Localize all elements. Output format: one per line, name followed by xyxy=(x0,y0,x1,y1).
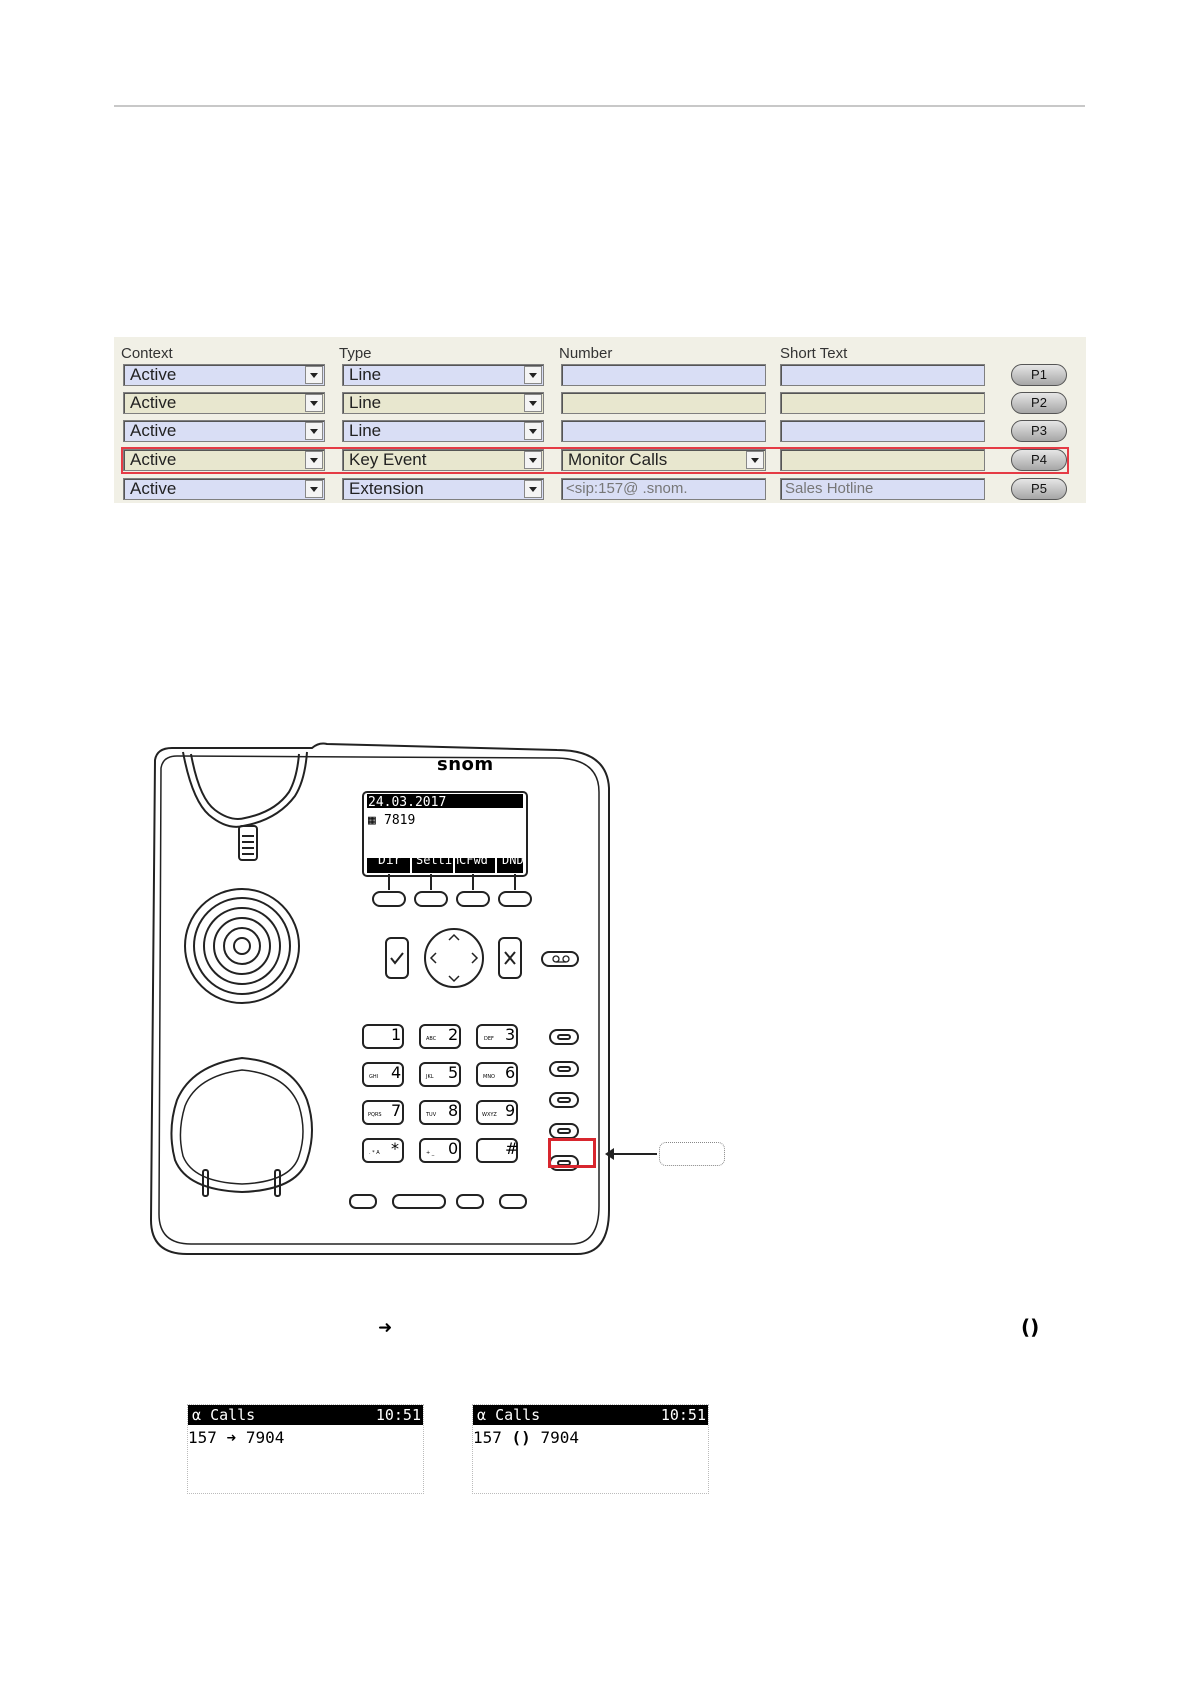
parked-call-icon: () xyxy=(1021,1315,1040,1339)
page-header-rule xyxy=(114,105,1085,107)
callout-label-box xyxy=(659,1142,725,1166)
type-select[interactable]: Line xyxy=(342,392,544,414)
column-header-short-text: Short Text xyxy=(780,345,848,362)
column-header-type: Type xyxy=(339,345,372,362)
screen-title: Calls xyxy=(495,1406,541,1424)
key-star-letters: . * A xyxy=(369,1150,380,1156)
call-to: 7904 xyxy=(540,1428,579,1447)
phone-line-icon: ▦ xyxy=(368,813,376,828)
key-7-letters: PQRS xyxy=(368,1112,382,1118)
chevron-down-icon xyxy=(305,394,323,412)
function-key-button[interactable]: P3 xyxy=(1011,420,1067,442)
call-parked-icon: () xyxy=(511,1428,531,1447)
context-select[interactable]: Active xyxy=(123,449,325,471)
navigation-ring xyxy=(425,929,483,987)
call-from: 157 xyxy=(473,1428,502,1447)
chevron-down-icon xyxy=(305,366,323,384)
arrow-right-icon: ➜ xyxy=(378,1318,393,1338)
key-2[interactable]: 2 xyxy=(448,1025,459,1044)
volume-key xyxy=(393,1195,445,1208)
key-hash[interactable]: # xyxy=(505,1139,519,1158)
call-arrow-icon: ➜ xyxy=(226,1428,237,1447)
ok-key xyxy=(386,938,408,978)
key-8-letters: TUV xyxy=(426,1112,437,1118)
screen-calls-active xyxy=(187,1404,424,1494)
softkey-dir: Dir xyxy=(378,853,402,868)
table-row xyxy=(114,364,1086,390)
context-select[interactable]: Active xyxy=(123,364,325,386)
key-7[interactable]: 7 xyxy=(391,1101,402,1120)
short-text-input[interactable] xyxy=(780,420,985,442)
softkey-cfwd: CFwd xyxy=(459,853,488,867)
context-select[interactable]: Active xyxy=(123,420,325,442)
key-3-letters: DEF xyxy=(484,1036,494,1042)
key-2-letters: ABC xyxy=(426,1036,437,1042)
key-6-letters: MNO xyxy=(483,1074,495,1080)
key-4[interactable]: 4 xyxy=(391,1063,402,1082)
speaker-key xyxy=(457,1195,483,1208)
call-to: 7904 xyxy=(245,1428,285,1447)
call-entry xyxy=(473,1428,579,1447)
key-0-letters: + _ xyxy=(426,1150,435,1156)
display-time: 8:57 xyxy=(537,795,569,810)
call-entry xyxy=(188,1428,284,1447)
key-6[interactable]: 6 xyxy=(505,1063,516,1082)
short-text-input[interactable] xyxy=(780,364,985,386)
display-line-number: 7819 xyxy=(384,813,416,828)
function-key-button[interactable]: P4 xyxy=(1011,449,1067,471)
type-select[interactable]: Line xyxy=(342,420,544,442)
key-9[interactable]: 9 xyxy=(505,1101,516,1120)
key-3[interactable]: 3 xyxy=(505,1025,516,1044)
short-text-input[interactable] xyxy=(780,392,985,414)
screen-time: 10:51 xyxy=(375,1406,421,1424)
phone-brand-logo: snom xyxy=(437,754,494,775)
chevron-down-icon xyxy=(524,422,542,440)
speaker-grille xyxy=(185,889,299,1003)
chevron-down-icon xyxy=(524,366,542,384)
type-select[interactable]: Key Event xyxy=(342,449,544,471)
column-header-context: Context xyxy=(121,345,173,362)
highlighted-function-key xyxy=(548,1138,596,1168)
table-crop-edge xyxy=(114,503,1086,509)
chevron-down-icon xyxy=(524,394,542,412)
table-row xyxy=(114,478,1086,504)
chevron-down-icon xyxy=(305,480,323,498)
key-0[interactable]: 0 xyxy=(448,1139,459,1158)
number-input[interactable] xyxy=(561,364,766,386)
function-key-button[interactable]: P5 xyxy=(1011,478,1067,500)
headset-key xyxy=(500,1195,526,1208)
table-row xyxy=(114,392,1086,418)
key-star[interactable]: * xyxy=(391,1139,399,1158)
key-1[interactable]: 1 xyxy=(391,1025,402,1044)
key-8[interactable]: 8 xyxy=(448,1101,459,1120)
desk-phone-illustration xyxy=(147,740,617,1260)
callout-arrow xyxy=(613,1153,657,1155)
screen-title: Calls xyxy=(210,1406,256,1424)
screen-time: 10:51 xyxy=(660,1406,706,1424)
number-input[interactable]: <sip:157@ .snom. xyxy=(561,478,766,500)
context-select[interactable]: Active xyxy=(123,478,325,500)
screen-title-bar xyxy=(188,1405,423,1425)
screen-calls-parked xyxy=(472,1404,709,1494)
table-row xyxy=(114,420,1086,446)
key-4-letters: GHI xyxy=(369,1074,379,1080)
handset-bottom xyxy=(171,1058,312,1192)
function-key-button[interactable]: P2 xyxy=(1011,392,1067,414)
voicemail-key xyxy=(542,952,578,966)
type-select[interactable]: Extension xyxy=(342,478,544,500)
chevron-down-icon xyxy=(305,422,323,440)
highlighted-row-frame xyxy=(121,447,1069,474)
key-9-letters: WXYZ xyxy=(482,1112,497,1118)
key-5-letters: JKL xyxy=(426,1074,434,1080)
number-input[interactable] xyxy=(561,392,766,414)
softkey-dnd: DND xyxy=(502,853,524,867)
column-header-number: Number xyxy=(559,345,613,362)
short-text-input[interactable]: Sales Hotline xyxy=(780,478,985,500)
display-date: 24.03.2017 xyxy=(368,795,447,810)
keypad xyxy=(363,1025,517,1162)
function-keys-table xyxy=(114,337,1086,507)
chevron-down-icon xyxy=(524,480,542,498)
headset-icon: ⍺ xyxy=(477,1406,487,1424)
type-select[interactable]: Line xyxy=(342,364,544,386)
call-from: 157 xyxy=(188,1428,217,1447)
context-select[interactable]: Active xyxy=(123,392,325,414)
headset-icon: ⍺ xyxy=(192,1406,202,1424)
mute-key xyxy=(350,1195,376,1208)
number-select[interactable]: Monitor Calls xyxy=(561,449,766,471)
number-input[interactable] xyxy=(561,420,766,442)
key-5[interactable]: 5 xyxy=(448,1063,459,1082)
softkey-settings: Settin xyxy=(416,853,460,867)
function-key-button[interactable]: P1 xyxy=(1011,364,1067,386)
screen-title-bar xyxy=(473,1405,708,1425)
